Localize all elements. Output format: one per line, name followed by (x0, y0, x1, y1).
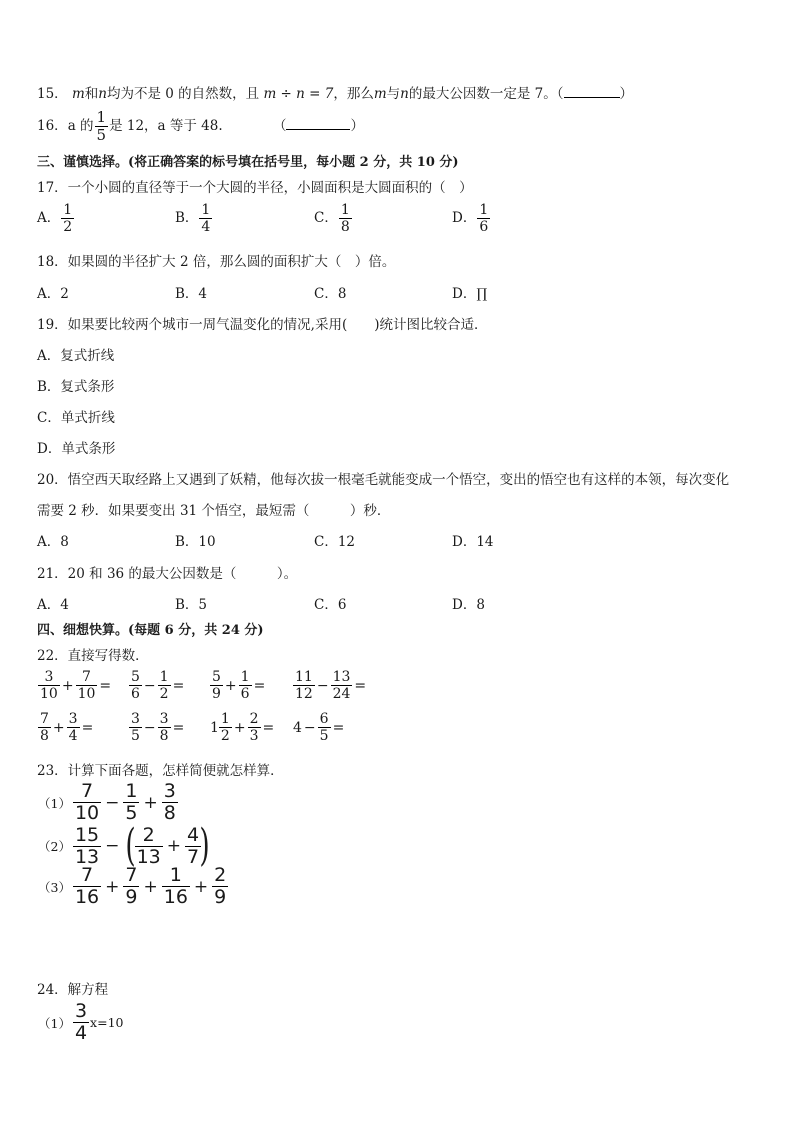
option-b[interactable]: B．4 (175, 286, 208, 302)
numerator: 1 (162, 866, 190, 887)
question-22: 22．直接写得数． (37, 648, 149, 664)
numerator: 2 (214, 864, 227, 886)
option-d[interactable]: D．14 (452, 534, 494, 550)
numerator: 13 (332, 669, 351, 685)
denominator: 4 (74, 1022, 88, 1044)
operator: + (61, 677, 74, 694)
numerator: 1 (96, 108, 107, 126)
fraction (210, 670, 223, 701)
problem-24-1 (37, 1002, 124, 1043)
numerator: 7 (125, 864, 138, 886)
option-a[interactable]: A．复式折线 (37, 348, 115, 364)
equals-sign: = (81, 719, 94, 736)
fraction (162, 866, 190, 907)
option-d[interactable]: D．8 (452, 597, 485, 613)
text: 与 (386, 86, 401, 102)
numerator: 7 (76, 670, 98, 686)
expression-8 (292, 712, 345, 743)
var-n: n (98, 86, 107, 102)
fraction (339, 203, 352, 234)
fraction (129, 712, 142, 743)
denominator: 8 (159, 728, 169, 744)
question-23: 23．计算下面各题，怎样简便就怎样算． (37, 763, 284, 779)
denominator: 4 (68, 728, 78, 744)
denominator: 16 (74, 886, 100, 908)
operator: + (52, 719, 65, 736)
text: ，那么 (333, 86, 374, 102)
denominator: 13 (74, 845, 100, 868)
denominator: 2 (159, 686, 169, 702)
var-m: m (71, 86, 85, 102)
numerator: 11 (295, 669, 313, 685)
expression-1 (37, 670, 112, 701)
numerator: 15 (74, 823, 100, 846)
numerator: 2 (249, 711, 259, 727)
operator: − (143, 677, 156, 694)
fraction (158, 712, 171, 743)
fraction (477, 203, 490, 234)
numerator: 1 (125, 780, 138, 802)
denominator: 3 (249, 728, 259, 744)
denominator: 9 (212, 686, 221, 702)
option-c[interactable]: C．单式折线 (37, 410, 115, 426)
equation: m ÷ n = 7 (263, 86, 334, 102)
option-a[interactable]: A．4 (37, 597, 69, 613)
operator: + (143, 876, 158, 897)
option-b[interactable] (175, 203, 213, 234)
equation-rest: x=10 (90, 1015, 124, 1030)
operator: − (316, 677, 329, 694)
equals-sign: = (172, 677, 185, 694)
fraction (212, 866, 228, 907)
operator: − (105, 792, 120, 813)
option-label: A． (37, 210, 61, 226)
denominator: 7 (187, 845, 200, 868)
question-18: 18．如果圆的半径扩大 2 倍，那么圆的面积扩大（ ）倍。 (37, 254, 396, 270)
question-17: 17．一个小圆的直径等于一个大圆的半径，小圆面积是大圆面积的（ ） (37, 180, 473, 196)
denominator: 8 (40, 728, 49, 744)
expression-7 (210, 712, 275, 743)
fraction (38, 670, 60, 701)
option-label: B． (175, 210, 199, 226)
denominator: 8 (340, 219, 350, 235)
text: ） (619, 86, 633, 102)
fraction (73, 823, 101, 868)
fraction (67, 712, 80, 743)
question-number: 16． (37, 118, 68, 134)
operator: − (105, 836, 120, 856)
numerator: 1 (159, 669, 169, 685)
problem-label: （3） (38, 879, 71, 895)
question-15 (37, 82, 633, 102)
question-19: 19．如果要比较两个城市一周气温变化的情况,采用( )统计图比较合适． (37, 317, 488, 333)
text: 是 12，a 等于 48. (109, 118, 223, 134)
denominator: 5 (319, 728, 329, 744)
numerator: 6 (319, 711, 329, 727)
option-d[interactable]: D．单式条形 (37, 441, 116, 457)
option-c[interactable]: C．12 (314, 534, 356, 550)
question-16 (37, 110, 364, 143)
fraction (38, 712, 51, 743)
var-m: m (373, 86, 387, 102)
problem-label: （2） (38, 839, 71, 854)
problem-23-2 (37, 820, 213, 871)
denominator: 9 (125, 886, 138, 908)
fraction (123, 866, 139, 907)
option-b[interactable]: B．10 (175, 534, 216, 550)
equals-sign: = (253, 677, 266, 694)
fraction (123, 782, 139, 823)
expression-4 (292, 670, 367, 701)
denominator: 13 (136, 845, 161, 868)
expression-5 (37, 712, 94, 743)
denominator: 12 (295, 686, 313, 702)
text: （ (272, 118, 287, 134)
numerator: 3 (68, 711, 78, 727)
option-b[interactable]: B．复式条形 (37, 379, 115, 395)
numerator: 1 (340, 202, 350, 218)
denominator: 4 (201, 219, 211, 235)
option-d[interactable] (452, 203, 491, 234)
denominator: 5 (125, 802, 138, 824)
denominator: 6 (240, 686, 250, 702)
fraction (318, 712, 331, 743)
denominator: 24 (332, 686, 351, 702)
option-a[interactable] (37, 203, 75, 234)
numerator: 2 (135, 826, 163, 847)
question-number: 15． (37, 86, 68, 102)
fraction (331, 670, 353, 701)
text: 和 (84, 86, 99, 102)
denominator: 5 (96, 126, 107, 144)
denominator: 2 (220, 728, 230, 744)
text: 的最大公因数一定是 7。（ (408, 86, 564, 102)
equals-sign: = (354, 677, 367, 694)
question-24: 24．解方程 (37, 982, 109, 998)
numerator: 1 (479, 202, 489, 218)
fraction (248, 712, 261, 743)
option-label: C． (314, 210, 338, 226)
numerator: 7 (73, 782, 101, 803)
numerator: 3 (159, 711, 169, 727)
denominator: 10 (77, 686, 96, 702)
operator: + (105, 876, 120, 897)
denominator: 6 (479, 219, 489, 235)
fraction (76, 670, 98, 701)
fraction (61, 203, 74, 234)
numerator: 1 (220, 711, 230, 727)
right-parenthesis: ) (199, 820, 210, 871)
equals-sign: = (99, 677, 112, 694)
denominator: 5 (131, 728, 140, 744)
fraction (219, 712, 232, 743)
operator: + (224, 677, 237, 694)
fraction (73, 866, 101, 907)
expression-2 (128, 670, 185, 701)
question-21: 21．20 和 36 的最大公因数是（ ）。 (37, 566, 298, 582)
text: 均为不是 0 的自然数，且 (107, 86, 260, 102)
problem-23-3 (37, 866, 229, 907)
fraction (129, 670, 142, 701)
numerator: 1 (240, 669, 250, 685)
denominator: 10 (74, 802, 100, 824)
var-n: n (400, 86, 409, 102)
numerator: 7 (73, 866, 101, 887)
question-20-line-2: 需要 2 秒．如果要变出 31 个悟空，最短需（ ）秒． (37, 503, 391, 519)
fraction (95, 110, 109, 143)
denominator: 16 (163, 886, 188, 908)
numerator: 1 (63, 202, 73, 218)
fraction (158, 670, 171, 701)
denominator: 6 (131, 686, 140, 702)
operator: + (143, 792, 158, 813)
numerator: 3 (74, 1000, 88, 1022)
option-b[interactable]: B．5 (175, 597, 208, 613)
numerator: 5 (131, 669, 140, 685)
operator: − (143, 719, 156, 736)
text: ） (350, 118, 364, 134)
numerator: 7 (40, 711, 49, 727)
section-heading-4: 四、细想快算。(每题 6 分，共 24 分) (37, 623, 264, 638)
equals-sign: = (332, 719, 345, 736)
answer-blank[interactable] (564, 85, 620, 98)
whole-number: 4 (293, 719, 302, 736)
denominator: 8 (163, 802, 176, 824)
denominator: 10 (40, 686, 58, 702)
numerator: 3 (163, 780, 176, 802)
text: a 的 (67, 118, 94, 134)
option-c[interactable]: C．8 (314, 286, 347, 302)
numerator: 5 (212, 669, 221, 685)
answer-blank[interactable] (286, 117, 350, 130)
fraction (293, 670, 315, 701)
numerator: 3 (38, 670, 60, 686)
whole-number: 1 (210, 719, 219, 736)
left-parenthesis: ( (125, 820, 137, 871)
option-a[interactable]: A．2 (37, 286, 69, 302)
expression-3 (209, 670, 266, 701)
numerator: 4 (187, 823, 200, 846)
numerator: 3 (131, 711, 140, 727)
option-label: D． (452, 210, 477, 226)
section-heading-3: 三、谨慎选择。(将正确答案的标号填在括号里，每小题 2 分，共 10 分) (37, 155, 459, 170)
operator: + (193, 876, 209, 897)
fraction (73, 782, 101, 823)
fraction (162, 782, 178, 823)
option-a[interactable]: A．8 (37, 534, 69, 550)
question-20-line-1: 20．悟空西天取经路上又遇到了妖精，他每次拔一根毫毛就能变成一个悟空，变出的悟空也有这样的本领，每次变化 (37, 472, 730, 488)
operator: + (233, 719, 246, 736)
operator: + (166, 836, 181, 856)
denominator: 2 (63, 219, 73, 235)
option-c[interactable] (314, 203, 353, 234)
option-c[interactable]: C．6 (314, 597, 347, 613)
expression-6 (128, 712, 185, 743)
fraction (199, 203, 212, 234)
numerator: 1 (201, 202, 211, 218)
option-d[interactable]: D．∏ (452, 286, 488, 302)
fraction (135, 823, 163, 868)
problem-label: （1） (38, 795, 71, 811)
problem-label: （1） (38, 1015, 71, 1031)
problem-23-1 (37, 782, 179, 823)
equals-sign: = (172, 719, 185, 736)
fraction (239, 670, 252, 701)
operator: − (303, 719, 316, 736)
denominator: 9 (214, 886, 227, 908)
fraction (73, 1002, 89, 1043)
equals-sign: = (262, 719, 275, 736)
